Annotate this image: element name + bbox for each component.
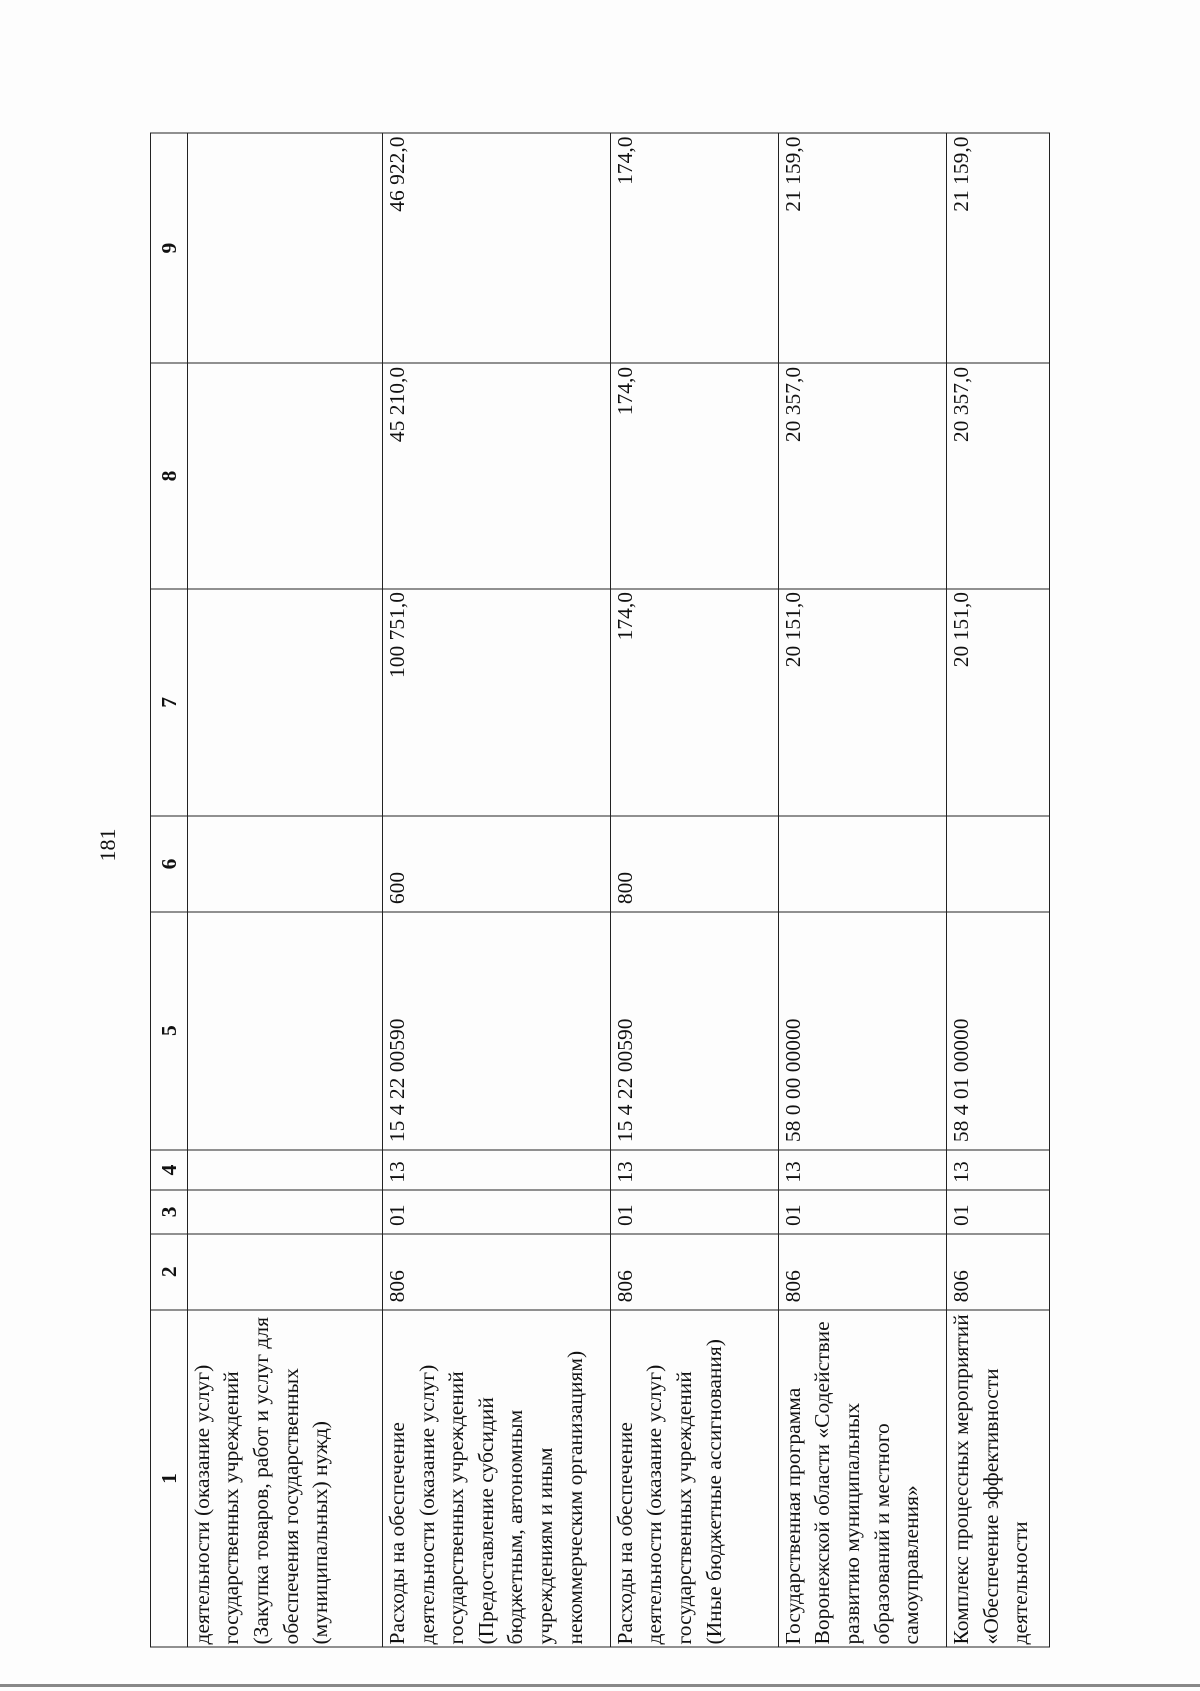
header-cell: 2 bbox=[151, 1234, 188, 1310]
subsection-cell bbox=[187, 1150, 382, 1191]
value-col7-cell: 20 151,0 bbox=[778, 589, 946, 817]
value-col9-cell: 46 922,0 bbox=[383, 133, 611, 363]
budget-table-rotated bbox=[150, 133, 1050, 1648]
value-col9-cell bbox=[187, 133, 382, 363]
budget-table bbox=[150, 133, 1050, 1648]
grbs-cell: 806 bbox=[946, 1234, 1049, 1310]
header-cell: 3 bbox=[151, 1190, 188, 1233]
table-row bbox=[946, 133, 1049, 1647]
value-col7-cell bbox=[187, 589, 382, 817]
section-cell: 01 bbox=[946, 1190, 1049, 1233]
row-name-cell: Расходы на обеспечение деятельности (оказание услуг) государственных учреждений (Иные бюджетные ассигнования) bbox=[610, 1310, 778, 1647]
header-cell: 4 bbox=[151, 1150, 188, 1191]
target-article-cell: 58 0 00 00000 bbox=[778, 912, 946, 1150]
value-col8-cell: 174,0 bbox=[610, 363, 778, 588]
row-name-cell: Расходы на обеспечение деятельности (оказание услуг) государственных учреждений (Предоставление субсидий бюджетным, автономным учреждениям и иным некоммерческим организациям) bbox=[383, 1310, 611, 1647]
section-cell: 01 bbox=[610, 1190, 778, 1233]
header-cell: 9 bbox=[151, 133, 188, 363]
table-row bbox=[610, 133, 778, 1647]
value-col7-cell: 174,0 bbox=[610, 589, 778, 817]
target-article-cell: 58 4 01 00000 bbox=[946, 912, 1049, 1150]
target-article-cell: 15 4 22 00590 bbox=[610, 912, 778, 1150]
page-number: 181 bbox=[95, 828, 120, 862]
value-col9-cell: 174,0 bbox=[610, 133, 778, 363]
table-row bbox=[383, 133, 611, 1647]
header-cell: 7 bbox=[151, 589, 188, 817]
header-cell: 5 bbox=[151, 912, 188, 1150]
grbs-cell: 806 bbox=[610, 1234, 778, 1310]
subsection-cell: 13 bbox=[383, 1150, 611, 1191]
subsection-cell: 13 bbox=[778, 1150, 946, 1191]
grbs-cell bbox=[187, 1234, 382, 1310]
value-col8-cell bbox=[187, 363, 382, 588]
value-col8-cell: 45 210,0 bbox=[383, 363, 611, 588]
expense-type-cell bbox=[946, 816, 1049, 911]
expense-type-cell: 800 bbox=[610, 816, 778, 911]
header-cell: 8 bbox=[151, 363, 188, 588]
row-name-cell: деятельности (оказание услуг) государственных учреждений (Закупка товаров, работ и услуг для обеспечения государственных (муниципальных) нужд) bbox=[187, 1310, 382, 1647]
value-col8-cell: 20 357,0 bbox=[778, 363, 946, 588]
section-cell: 01 bbox=[383, 1190, 611, 1233]
scan-edge-line bbox=[0, 1684, 1200, 1687]
row-name-cell: Комплекс процессных мероприятий «Обеспечение эффективности деятельности bbox=[946, 1310, 1049, 1647]
section-cell: 01 bbox=[778, 1190, 946, 1233]
expense-type-cell bbox=[778, 816, 946, 911]
expense-type-cell bbox=[187, 816, 382, 911]
expense-type-cell: 600 bbox=[383, 816, 611, 911]
value-col8-cell: 20 357,0 bbox=[946, 363, 1049, 588]
table-header-row bbox=[151, 133, 188, 1647]
target-article-cell: 15 4 22 00590 bbox=[383, 912, 611, 1150]
table-row bbox=[778, 133, 946, 1647]
subsection-cell: 13 bbox=[610, 1150, 778, 1191]
header-cell: 1 bbox=[151, 1310, 188, 1647]
table-row bbox=[187, 133, 382, 1647]
subsection-cell: 13 bbox=[946, 1150, 1049, 1191]
target-article-cell bbox=[187, 912, 382, 1150]
header-cell: 6 bbox=[151, 816, 188, 911]
value-col7-cell: 20 151,0 bbox=[946, 589, 1049, 817]
section-cell bbox=[187, 1190, 382, 1233]
row-name-cell: Государственная программа Воронежской области «Содействие развитию муниципальных образований и местного самоуправления» bbox=[778, 1310, 946, 1647]
value-col9-cell: 21 159,0 bbox=[946, 133, 1049, 363]
value-col9-cell: 21 159,0 bbox=[778, 133, 946, 363]
value-col7-cell: 100 751,0 bbox=[383, 589, 611, 817]
grbs-cell: 806 bbox=[383, 1234, 611, 1310]
grbs-cell: 806 bbox=[778, 1234, 946, 1310]
